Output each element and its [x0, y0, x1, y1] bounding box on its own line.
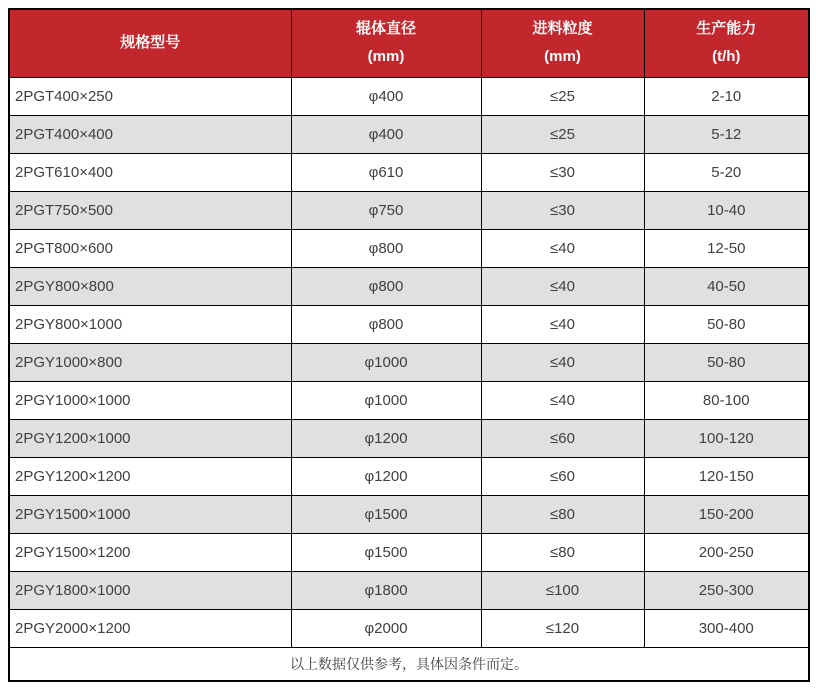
table-row	[9, 153, 809, 191]
value-cell: φ800	[291, 229, 481, 267]
table-body	[9, 77, 809, 647]
value-cell: 300-400	[644, 609, 809, 647]
column-header-2-line-0: 进料粒度	[532, 19, 593, 37]
model-cell: 2PGY1000×800	[9, 343, 291, 381]
table-row	[9, 115, 809, 153]
value-cell: ≤25	[481, 115, 644, 153]
value-cell: ≤40	[481, 343, 644, 381]
model-cell: 2PGY1200×1200	[9, 457, 291, 495]
model-cell: 2PGT400×400	[9, 115, 291, 153]
table-row	[9, 609, 809, 647]
table-row	[9, 305, 809, 343]
column-header-2-line-1: (mm)	[544, 48, 581, 66]
value-cell: φ1800	[291, 571, 481, 609]
value-cell: φ800	[291, 267, 481, 305]
value-cell: 5-12	[644, 115, 809, 153]
table-row	[9, 457, 809, 495]
table-row	[9, 571, 809, 609]
value-cell: ≤25	[481, 77, 644, 115]
table-row	[9, 533, 809, 571]
value-cell: ≤40	[481, 229, 644, 267]
model-cell: 2PGT800×600	[9, 229, 291, 267]
value-cell: ≤80	[481, 533, 644, 571]
value-cell: 10-40	[644, 191, 809, 229]
value-cell: 80-100	[644, 381, 809, 419]
table-footnote: 以上数据仅供参考，具体因条件而定。	[9, 647, 809, 681]
value-cell: 120-150	[644, 457, 809, 495]
table-row	[9, 381, 809, 419]
model-cell: 2PGY800×800	[9, 267, 291, 305]
table-row	[9, 343, 809, 381]
value-cell: 100-120	[644, 419, 809, 457]
column-header-3-line-1: (t/h)	[712, 48, 741, 66]
column-header-1-line-0: 辊体直径	[355, 19, 416, 37]
value-cell: 50-80	[644, 343, 809, 381]
value-cell: ≤80	[481, 495, 644, 533]
value-cell: ≤60	[481, 419, 644, 457]
value-cell: ≤30	[481, 191, 644, 229]
table-header-row	[9, 9, 809, 77]
column-header-0-line-0: 规格型号	[120, 34, 181, 51]
table-footer-row	[9, 647, 809, 681]
value-cell: ≤100	[481, 571, 644, 609]
table-row	[9, 267, 809, 305]
value-cell: 2-10	[644, 77, 809, 115]
column-header-3-line-0: 生产能力	[696, 19, 757, 37]
column-header-1	[291, 9, 481, 77]
value-cell: ≤40	[481, 381, 644, 419]
model-cell: 2PGY1500×1000	[9, 495, 291, 533]
value-cell: ≤120	[481, 609, 644, 647]
value-cell: φ610	[291, 153, 481, 191]
table-row	[9, 77, 809, 115]
column-header-2	[481, 9, 644, 77]
value-cell: ≤40	[481, 305, 644, 343]
value-cell: 5-20	[644, 153, 809, 191]
value-cell: φ800	[291, 305, 481, 343]
value-cell: φ1500	[291, 495, 481, 533]
value-cell: ≤60	[481, 457, 644, 495]
table-row	[9, 495, 809, 533]
value-cell: φ400	[291, 115, 481, 153]
value-cell: 200-250	[644, 533, 809, 571]
model-cell: 2PGT750×500	[9, 191, 291, 229]
model-cell: 2PGY1000×1000	[9, 381, 291, 419]
column-header-3	[644, 9, 809, 77]
model-cell: 2PGT400×250	[9, 77, 291, 115]
value-cell: ≤30	[481, 153, 644, 191]
value-cell: φ1000	[291, 381, 481, 419]
value-cell: φ1500	[291, 533, 481, 571]
table-row	[9, 191, 809, 229]
value-cell: φ400	[291, 77, 481, 115]
table-row	[9, 229, 809, 267]
value-cell: φ2000	[291, 609, 481, 647]
column-header-0	[9, 9, 291, 77]
value-cell: ≤40	[481, 267, 644, 305]
table-row	[9, 419, 809, 457]
value-cell: 12-50	[644, 229, 809, 267]
model-cell: 2PGY800×1000	[9, 305, 291, 343]
value-cell: φ750	[291, 191, 481, 229]
value-cell: 40-50	[644, 267, 809, 305]
model-cell: 2PGY1500×1200	[9, 533, 291, 571]
value-cell: φ1200	[291, 419, 481, 457]
value-cell: 150-200	[644, 495, 809, 533]
table-head	[9, 9, 809, 77]
column-header-1-line-1: (mm)	[367, 48, 405, 66]
table-foot	[9, 647, 809, 681]
model-cell: 2PGT610×400	[9, 153, 291, 191]
spec-table	[8, 8, 810, 682]
value-cell: 50-80	[644, 305, 809, 343]
model-cell: 2PGY1800×1000	[9, 571, 291, 609]
model-cell: 2PGY1200×1000	[9, 419, 291, 457]
value-cell: 250-300	[644, 571, 809, 609]
model-cell: 2PGY2000×1200	[9, 609, 291, 647]
value-cell: φ1000	[291, 343, 481, 381]
value-cell: φ1200	[291, 457, 481, 495]
